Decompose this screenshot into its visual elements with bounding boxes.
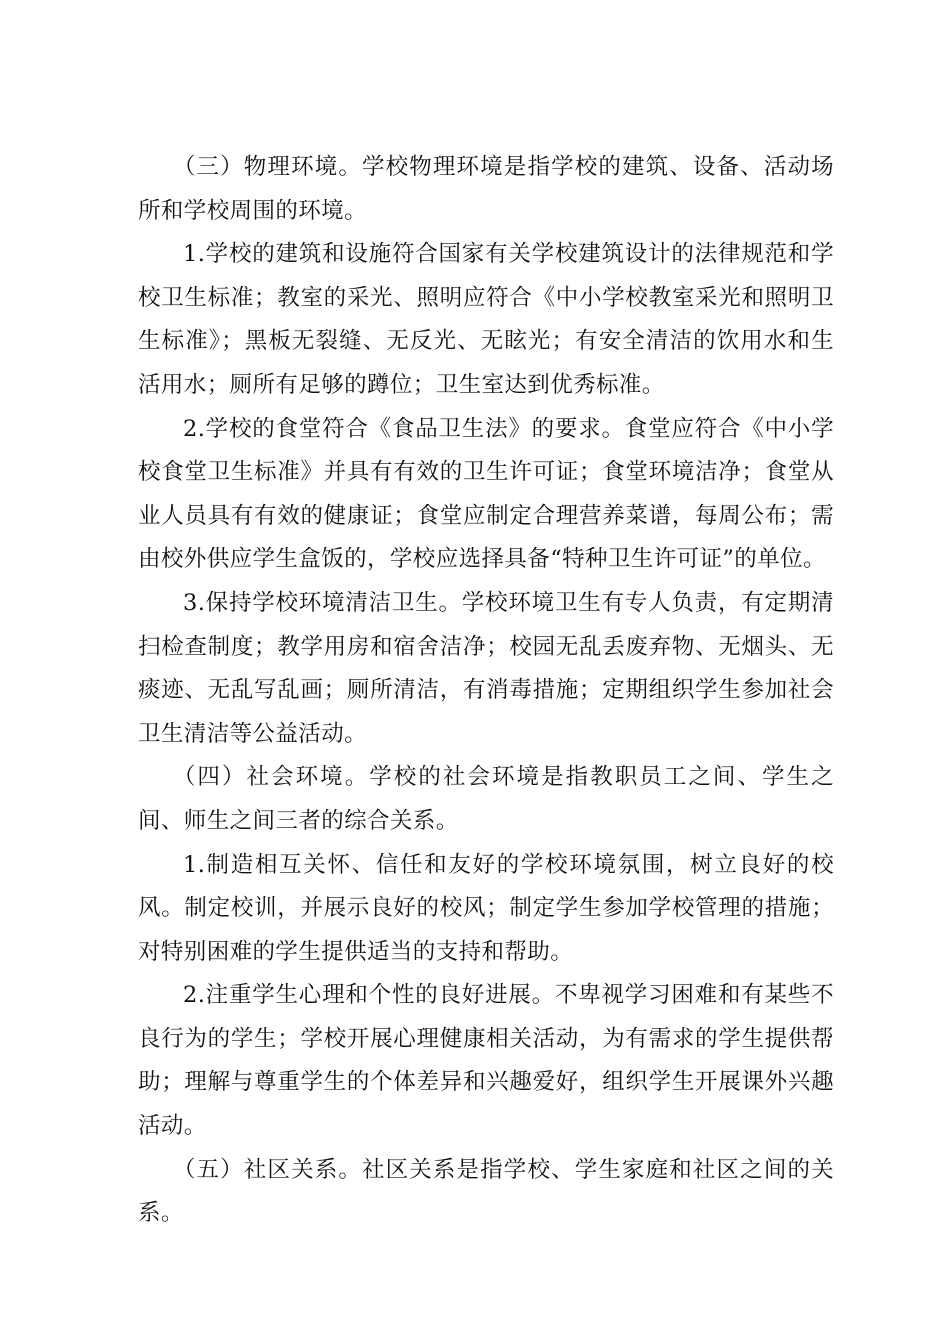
item-student-psychology: 2.注重学生心理和个性的良好进展。不卑视学习困难和有某些不良行为的学生；学校开展心理健康相关活动，为有需求的学生提供帮助；理解与尊重学生的个体差异和兴趣爱好，组织学生开展课外兴趣活动。	[138, 982, 834, 1140]
document-body	[138, 146, 834, 1236]
item-buildings-facilities: 1.学校的建筑和设施符合国家有关学校建筑设计的法律规范和学校卫生标准；教室的采光、照明应符合《中小学校教室采光和照明卫生标准》；黑板无裂缝、无反光、无眩光；有安全清洁的饮用水和生活用水；厕所有足够的蹲位；卫生室达到优秀标准。	[138, 241, 834, 398]
section-community-relations: （五）社区关系。社区关系是指学校、学生家庭和社区之间的关系。	[138, 1156, 834, 1227]
section-social-environment: （四）社会环境。学校的社会环境是指教职员工之间、学生之间、师生之间三者的综合关系。	[138, 764, 834, 834]
section-physical-environment: （三）物理环境。学校物理环境是指学校的建筑、设备、活动场所和学校周围的环境。	[138, 154, 834, 224]
item-cleanliness: 3.保持学校环境清洁卫生。学校环境卫生有专人负责，有定期清扫检查制度；教学用房和宿舍洁净；校园无乱丢废弃物、无烟头、无痰迹、无乱写乱画；厕所清洁，有消毒措施；定期组织学生参加社会卫生清洁等公益活动。	[138, 589, 834, 747]
item-school-atmosphere: 1.制造相互关怀、信任和友好的学校环境氛围，树立良好的校风。制定校训，并展示良好的校风；制定学生参加学校管理的措施；对特别困难的学生提供适当的支持和帮助。	[138, 851, 834, 965]
item-canteen: 2.学校的食堂符合《食品卫生法》的要求。食堂应符合《中小学校食堂卫生标准》并具有有效的卫生许可证；食堂环境洁净；食堂从业人员具有有效的健康证；食堂应制定合理营养菜谱，每周公布；需由校外供应学生盒饭的，学校应选择具备“特种卫生许可证”的单位。	[138, 415, 834, 573]
